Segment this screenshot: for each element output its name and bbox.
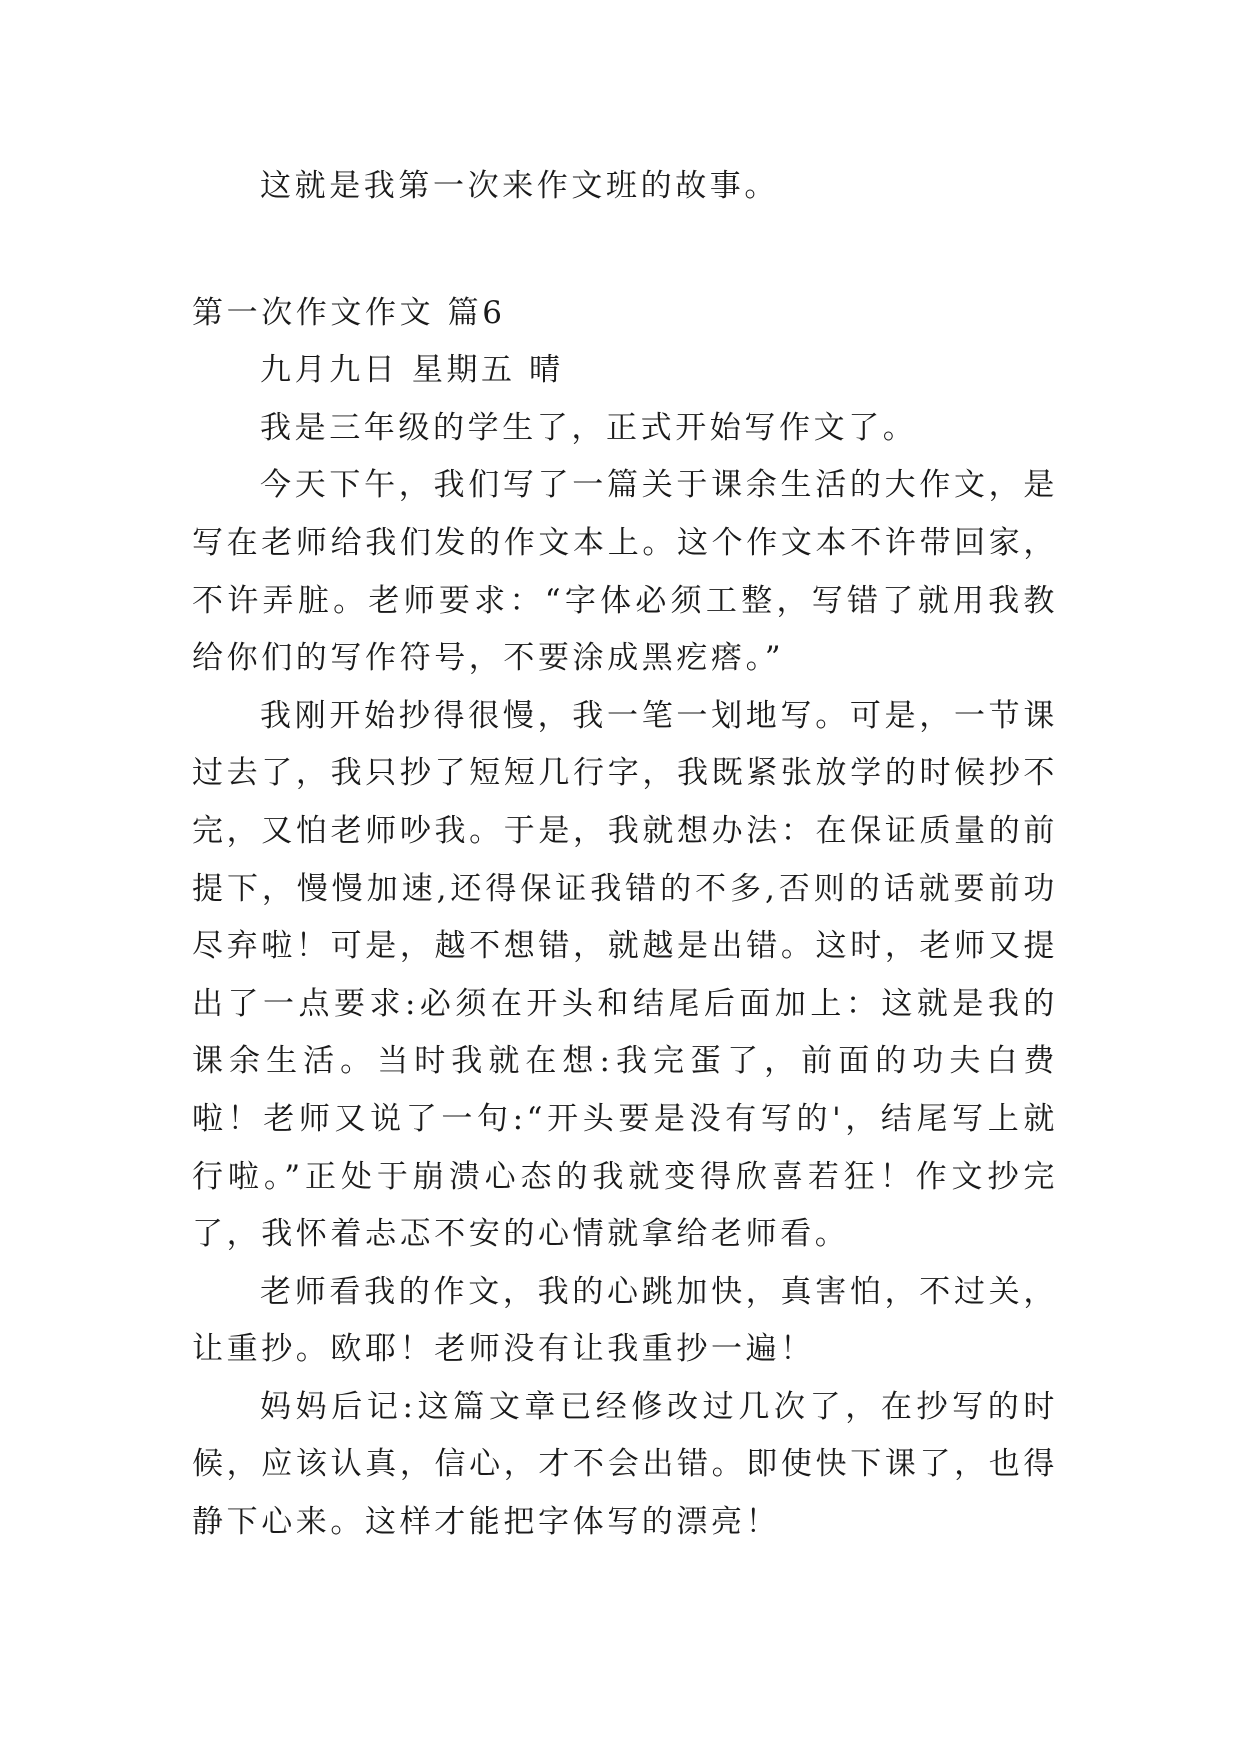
paragraph: 老师看我的作文，我的心跳加快，真害怕，不过关，让重抄。欧耶！老师没有让我重抄一遍！: [192, 1273, 1058, 1368]
closing-paragraph: 这就是我第一次来作文班的故事。: [260, 168, 779, 204]
document-body: [192, 158, 1058, 1552]
paragraph: 我刚开始抄得很慢，我一笔一划地写。可是，一节课过去了，我只抄了短短几行字，我既紧张放学的时候抄不完，又怕老师吵我。于是，我就想办法：在保证质量的前提下，慢慢加速,还得保证我错的不多,否则的话就要前功尽弃啦！可是，越不想错，就越是出错。这时，老师又提出了一点要求:必须在开头和结尾后面加上：这就是我的课余生活。当时我就在想:我完蛋了，前面的功夫白费啦！老师又说了一句:“开头要是没有写的'，结尾写上就行啦。”正处于崩溃心态的我就变得欣喜若狂！作文抄完了，我怀着忐忑不安的心情就拿给老师看。: [192, 697, 1058, 1253]
paragraph: 今天下午，我们写了一篇关于课余生活的大作文，是写在老师给我们发的作文本上。这个作文本不许带回家，不许弄脏。老师要求：“字体必须工整，写错了就用我教给你们的写作符号，不要涂成黑疙瘩。”: [192, 467, 1058, 677]
date-line: 九月九日 星期五 晴: [260, 352, 564, 389]
paragraph: 我是三年级的学生了，正式开始写作文了。: [260, 409, 918, 446]
postscript-paragraph: 妈妈后记:这篇文章已经修改过几次了，在抄写的时候，应该认真，信心，才不会出错。即使快下课了，也得静下心来。这样才能把字体写的漂亮！: [192, 1388, 1058, 1541]
section-heading: 第一次作文作文 篇6: [192, 294, 506, 331]
